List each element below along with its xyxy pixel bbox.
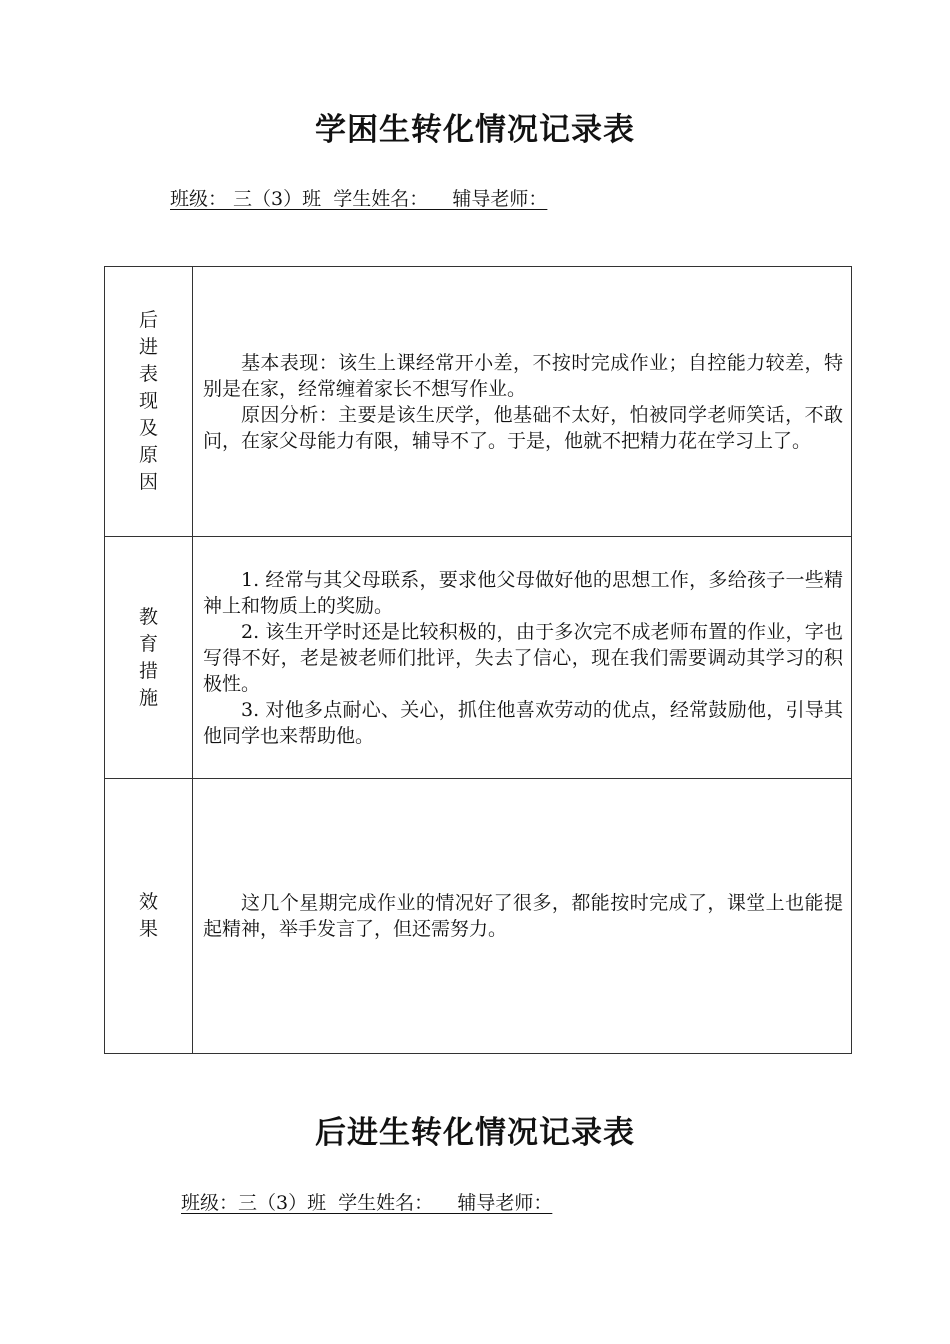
paragraph: 原因分析：主要是该生厌学，他基础不太好，怕被同学老师笑话，不敢问，在家父母能力有限，辅导不了。于是，他就不把精力花在学习上了。 [203,403,843,452]
label-char: 教 [138,605,158,628]
label-char: 施 [138,686,158,709]
label-char: 及 [138,417,158,439]
row-label-performance [105,267,193,537]
record-table [104,266,852,1054]
table-row-performance [105,267,852,537]
label-char: 育 [138,632,158,655]
paragraph: 这几个星期完成作业的情况好了很多，都能按时完成了，课堂上也能提起精神，举手发言了，但还需努力。 [203,892,843,940]
second-info-line: 班级：三（3）班 学生姓名： 辅导老师： [181,1192,553,1214]
info-line: 班级： 三（3）班 学生姓名： 辅导老师： [170,188,548,210]
label-char: 效 [138,891,158,913]
label-char: 果 [138,918,158,940]
paragraph: 3. 对他多点耐心、关心，抓住他喜欢劳动的优点，经常鼓励他，引导其他同学也来帮助他。 [203,698,843,747]
label-char: 措 [138,659,158,682]
table-row-measures [105,537,852,779]
table-row-effect [105,779,852,1054]
label-char: 因 [138,471,158,493]
label-char: 现 [138,390,158,412]
row-label-measures [105,537,193,779]
paragraph: 基本表现：该生上课经常开小差，不按时完成作业；自控能力较差，特别是在家，经常缠着家长不想写作业。 [203,351,843,400]
row-content-performance [193,267,852,537]
label-char: 进 [138,336,158,358]
paragraph: 1. 经常与其父母联系，要求他父母做好他的思想工作，多给孩子一些精神上和物质上的奖励。 [203,568,843,617]
row-content-measures [193,537,852,779]
label-char: 后 [138,309,158,331]
second-title: 后进生转化情况记录表 [315,1115,635,1151]
row-content-effect [193,779,852,1054]
label-char: 原 [138,444,158,466]
paragraph: 2. 该生开学时还是比较积极的，由于多次完不成老师布置的作业，字也写得不好，老是被老师们批评，失去了信心，现在我们需要调动其学习的积极性。 [203,620,843,695]
page-title: 学困生转化情况记录表 [315,112,635,148]
label-char: 表 [138,363,158,385]
row-label-effect [105,779,193,1054]
